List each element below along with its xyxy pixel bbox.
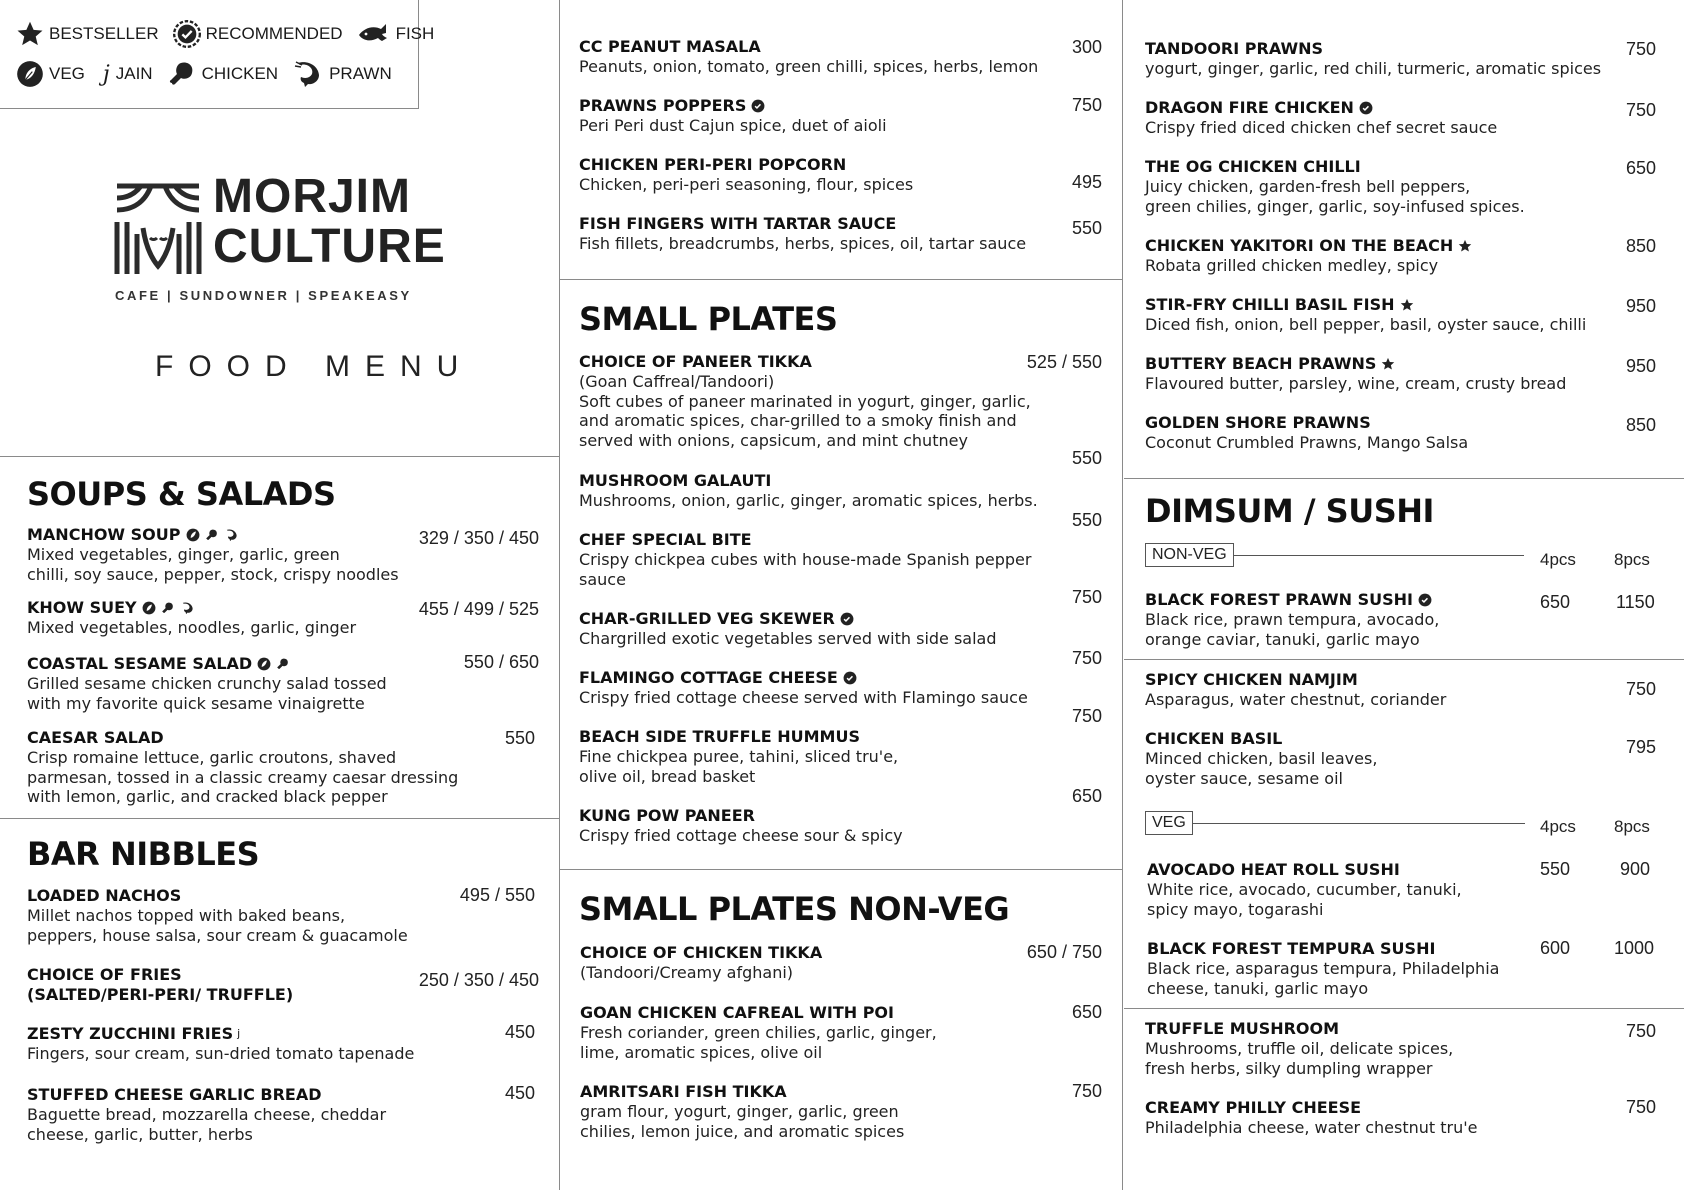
menu-item xyxy=(1145,670,1446,710)
divider xyxy=(560,869,1122,870)
menu-item xyxy=(579,609,997,649)
chicken-icon xyxy=(205,528,219,542)
item-description: Philadelphia cheese, water chestnut tru'e xyxy=(1145,1118,1478,1137)
middle-column xyxy=(560,0,1123,1190)
item-name: FLAMINGO COTTAGE CHEESE xyxy=(579,668,1028,688)
item-price: 495 xyxy=(1071,172,1102,192)
legend-recommended xyxy=(173,20,343,48)
item-name-variants: (SALTED/PERI-PERI/ TRUFFLE) xyxy=(27,985,294,1004)
subheader-rule xyxy=(1193,823,1525,824)
menu-item xyxy=(1145,295,1586,335)
item-price: 329 / 350 / 450 xyxy=(418,528,539,548)
menu-item xyxy=(27,965,293,1005)
item-description: Peri Peri dust Cajun spice, duet of aioli xyxy=(579,116,887,135)
chicken-icon xyxy=(167,60,197,88)
menu-item xyxy=(1145,98,1497,138)
item-description: Crispy fried cottage cheese sour & spicy xyxy=(579,826,903,845)
item-price-4pcs: 650 xyxy=(1540,592,1571,612)
item-name: CAESAR SALAD xyxy=(27,728,164,747)
item-description: Crispy chickpea cubes with house-made Spanish pepper sauce xyxy=(579,550,1032,589)
item-description: Coconut Crumbled Prawns, Mango Salsa xyxy=(1145,433,1469,452)
star-icon xyxy=(1381,357,1395,371)
item-description: Mushrooms, onion, garlic, ginger, aromatic spices, herbs. xyxy=(579,491,1038,510)
legend-label: VEG xyxy=(49,64,85,83)
subheader-veg xyxy=(1145,811,1525,835)
item-name: GOAN CHICKEN CAFREAL WITH POI xyxy=(580,1003,894,1022)
item-name: CHEF SPECIAL BITE xyxy=(579,530,752,549)
divider xyxy=(0,456,559,457)
subheader-non-veg xyxy=(1145,543,1524,567)
legend-chicken xyxy=(167,60,279,88)
item-price: 550 xyxy=(1071,218,1102,238)
column-header-8pcs: 8pcs xyxy=(1614,817,1650,836)
item-name: STUFFED CHEESE GARLIC BREAD xyxy=(27,1085,322,1104)
item-description: gram flour, yogurt, ginger, garlic, green chilies, lemon juice, and aromatic spices xyxy=(580,1102,905,1141)
item-description: Black rice, prawn tempura, avocado, orange caviar, tanuki, garlic mayo xyxy=(1145,610,1440,649)
item-name: DRAGON FIRE CHICKEN xyxy=(1145,98,1497,118)
prawn-icon xyxy=(224,528,239,542)
star-icon xyxy=(1458,239,1472,253)
menu-item xyxy=(27,1024,414,1064)
item-price: 750 xyxy=(1071,706,1102,726)
menu-item xyxy=(579,530,1031,589)
star-icon xyxy=(16,20,44,48)
item-description: Chicken, peri-peri seasoning, flour, spices xyxy=(579,175,914,194)
icon-legend xyxy=(0,0,435,109)
item-description: Asparagus, water chestnut, coriander xyxy=(1145,690,1447,709)
item-description: White rice, avocado, cucumber, tanuki, spicy mayo, togarashi xyxy=(1147,880,1462,919)
prawn-icon xyxy=(180,601,195,615)
item-price: 525 / 550 xyxy=(1026,352,1102,372)
menu-item xyxy=(579,352,1031,450)
item-name: BUTTERY BEACH PRAWNS xyxy=(1145,354,1566,374)
item-price-8pcs: 1000 xyxy=(1614,938,1655,958)
subheader-rule xyxy=(1234,555,1524,556)
item-price: 750 xyxy=(1625,100,1656,120)
subheader-label: VEG xyxy=(1145,811,1193,835)
menu-item xyxy=(27,1085,386,1144)
item-price: 550 / 650 xyxy=(463,652,539,672)
item-name: CC PEANUT MASALA xyxy=(579,37,761,56)
chicken-icon xyxy=(161,601,175,615)
column-header-8pcs: 8pcs xyxy=(1614,550,1650,569)
legend-veg xyxy=(16,60,85,88)
menu-item xyxy=(579,806,903,846)
legend-label: FISH xyxy=(395,24,435,43)
fish-icon xyxy=(357,21,391,47)
menu-item xyxy=(580,1082,904,1141)
star-icon xyxy=(1400,298,1414,312)
item-price: 650 xyxy=(1071,1002,1102,1022)
item-price: 550 xyxy=(1071,510,1102,530)
divider xyxy=(560,279,1122,280)
recommended-icon xyxy=(1359,101,1373,115)
recommended-icon xyxy=(840,612,854,626)
item-price-4pcs: 600 xyxy=(1540,938,1571,958)
menu-item xyxy=(579,155,913,195)
item-description: Fresh coriander, green chilies, garlic, ginger, lime, aromatic spices, olive oil xyxy=(580,1023,937,1062)
item-name: CREAMY PHILLY CHEESE xyxy=(1145,1098,1362,1117)
item-price: 850 xyxy=(1625,415,1656,435)
section-title-small-plates-non-veg: SMALL PLATES NON-VEG xyxy=(579,890,1010,928)
section-title-small-plates: SMALL PLATES xyxy=(579,300,838,338)
divider xyxy=(1124,1008,1684,1009)
menu-item xyxy=(1145,39,1601,79)
menu-item xyxy=(1145,354,1566,394)
menu-item xyxy=(1147,939,1499,998)
column-header-4pcs: 4pcs xyxy=(1540,817,1576,836)
veg-icon xyxy=(257,657,271,671)
brand-face-icon xyxy=(113,178,203,276)
legend-label: BESTSELLER xyxy=(49,24,159,43)
item-price-8pcs: 900 xyxy=(1620,859,1651,879)
brand-name xyxy=(213,172,446,272)
jain-icon: j xyxy=(102,61,110,87)
legend-prawn xyxy=(292,59,392,89)
legend-label: JAIN xyxy=(115,64,153,83)
item-name: MUSHROOM GALAUTI xyxy=(579,471,772,490)
item-name: BLACK FOREST TEMPURA SUSHI xyxy=(1147,939,1436,958)
subheader-label: NON-VEG xyxy=(1145,543,1234,567)
menu-item xyxy=(27,654,387,713)
item-price: 750 xyxy=(1625,39,1656,59)
item-name: GOLDEN SHORE PRAWNS xyxy=(1145,413,1371,432)
item-price-8pcs: 1150 xyxy=(1616,592,1655,612)
menu-item xyxy=(1145,157,1525,216)
item-description: Juicy chicken, garden-fresh bell peppers, green chilies, ginger, garlic, soy-infused spices. xyxy=(1145,177,1525,216)
veg-icon xyxy=(186,528,200,542)
item-price: 750 xyxy=(1625,1021,1656,1041)
legend-fish xyxy=(357,21,435,47)
item-description: Diced fish, onion, bell pepper, basil, oyster sauce, chilli xyxy=(1145,315,1587,334)
item-price: 650 xyxy=(1071,786,1102,806)
item-price: 750 xyxy=(1625,679,1656,699)
item-description: Flavoured butter, parsley, wine, cream, crusty bread xyxy=(1145,374,1567,393)
menu-item xyxy=(1145,1019,1453,1078)
right-column xyxy=(1124,0,1684,1190)
menu-item xyxy=(27,525,399,584)
menu-item xyxy=(1147,860,1462,919)
menu-item xyxy=(579,727,898,786)
item-name: CHICKEN BASIL xyxy=(1145,729,1283,748)
item-name: STIR-FRY CHILLI BASIL FISH xyxy=(1145,295,1586,315)
item-description: (Tandoori/Creamy afghani) xyxy=(580,963,794,982)
item-description: Millet nachos topped with baked beans, peppers, house salsa, sour cream & guacamole xyxy=(27,906,408,945)
brand-tagline: CAFE | SUNDOWNER | SPEAKEASY xyxy=(115,288,412,303)
recommended-icon xyxy=(843,671,857,685)
item-description: Fingers, sour cream, sun-dried tomato tapenade xyxy=(27,1044,415,1063)
item-price: 550 xyxy=(1071,448,1102,468)
item-price: 950 xyxy=(1625,296,1656,316)
item-name: CHICKEN PERI-PERI POPCORN xyxy=(579,155,847,174)
item-description: Mixed vegetables, noodles, garlic, ginger xyxy=(27,618,357,637)
legend-jain xyxy=(99,62,153,87)
item-name: TRUFFLE MUSHROOM xyxy=(1145,1019,1340,1038)
menu-item xyxy=(579,471,1038,511)
menu-item xyxy=(580,1003,937,1062)
left-column xyxy=(0,0,560,1190)
item-description: yogurt, ginger, garlic, red chili, turmeric, aromatic spices xyxy=(1145,59,1602,78)
item-name: CHICKEN YAKITORI ON THE BEACH xyxy=(1145,236,1472,256)
menu-item xyxy=(1145,590,1439,649)
item-name: SPICY CHICKEN NAMJIM xyxy=(1145,670,1358,689)
legend-label: CHICKEN xyxy=(201,64,279,83)
item-description: Mixed vegetables, ginger, garlic, green chilli, soy sauce, pepper, stock, crispy noodles xyxy=(27,545,399,584)
item-price: 750 xyxy=(1625,1097,1656,1117)
item-description: Crispy fried diced chicken chef secret sauce xyxy=(1145,118,1498,137)
item-name: KHOW SUEY xyxy=(27,598,356,618)
jain-icon: j xyxy=(237,1027,241,1040)
section-title-dimsum-sushi: DIMSUM / SUSHI xyxy=(1145,492,1434,530)
item-description: Robata grilled chicken medley, spicy xyxy=(1145,256,1439,275)
chicken-icon xyxy=(276,657,290,671)
prawn-icon xyxy=(292,59,324,89)
veg-icon xyxy=(16,60,44,88)
item-description: Black rice, asparagus tempura, Philadelphia cheese, tanuki, garlic mayo xyxy=(1147,959,1500,998)
item-name: THE OG CHICKEN CHILLI xyxy=(1145,157,1361,176)
item-name: CHAR-GRILLED VEG SKEWER xyxy=(579,609,997,629)
legend-bestseller xyxy=(16,20,159,48)
item-price: 300 xyxy=(1071,37,1102,57)
menu-item xyxy=(27,598,356,638)
item-price: 795 xyxy=(1625,737,1656,757)
item-price-4pcs: 550 xyxy=(1540,859,1571,879)
item-name: AVOCADO HEAT ROLL SUSHI xyxy=(1147,860,1400,879)
menu-item xyxy=(579,214,1026,254)
item-price: 455 / 499 / 525 xyxy=(418,599,539,619)
page-title: FOOD MENU xyxy=(155,350,474,383)
menu-item xyxy=(27,728,458,807)
item-name: KUNG POW PANEER xyxy=(579,806,755,825)
item-description: (Goan Caffreal/Tandoori) Soft cubes of paneer marinated in yogurt, ginger, garlic, and aromatic spices, char-grilled to a smoky finish and served with onions, capsicum, and mint chutney xyxy=(579,372,1031,450)
legend-row xyxy=(16,59,406,89)
item-price: 950 xyxy=(1625,356,1656,376)
item-name: CHOICE OF FRIES xyxy=(27,965,182,984)
legend-label: RECOMMENDED xyxy=(205,24,343,43)
column-header-4pcs: 4pcs xyxy=(1540,550,1576,569)
menu-item xyxy=(27,886,408,945)
item-name: FISH FINGERS WITH TARTAR SAUCE xyxy=(579,214,897,233)
item-price: 850 xyxy=(1625,236,1656,256)
item-description: Peanuts, onion, tomato, green chilli, spices, herbs, lemon xyxy=(579,57,1039,76)
recommended-icon xyxy=(173,20,201,48)
item-description: Chargrilled exotic vegetables served with side salad xyxy=(579,629,997,648)
item-description: Baguette bread, mozzarella cheese, cheddar cheese, garlic, butter, herbs xyxy=(27,1105,387,1144)
recommended-icon xyxy=(751,99,765,113)
divider xyxy=(1124,659,1684,660)
item-price: 750 xyxy=(1071,587,1102,607)
brand-line-2: CULTURE xyxy=(213,220,446,273)
item-price: 450 xyxy=(504,1083,535,1103)
menu-item xyxy=(579,96,887,136)
item-price: 750 xyxy=(1071,95,1102,115)
item-description: Fish fillets, breadcrumbs, herbs, spices, oil, tartar sauce xyxy=(579,234,1027,253)
item-description: Fine chickpea puree, tahini, sliced tru'e, olive oil, bread basket xyxy=(579,747,899,786)
item-price: 650 xyxy=(1625,158,1656,178)
menu-item xyxy=(1145,1098,1477,1138)
item-description: Crisp romaine lettuce, garlic croutons, shaved parmesan, tossed in a classic creamy caesar dressing with lemon, garlic, and cracked black pepper xyxy=(27,748,459,806)
item-name: PRAWNS POPPERS xyxy=(579,96,887,116)
item-name: ZESTY ZUCCHINI FRIES j xyxy=(27,1024,241,1043)
item-price: 250 / 350 / 450 xyxy=(418,970,539,990)
item-name: BEACH SIDE TRUFFLE HUMMUS xyxy=(579,727,860,746)
item-price: 650 / 750 xyxy=(1026,942,1102,962)
item-price: 750 xyxy=(1071,1081,1102,1101)
item-description: Grilled sesame chicken crunchy salad tossed with my favorite quick sesame vinaigrette xyxy=(27,674,387,713)
item-price: 450 xyxy=(504,1022,535,1042)
item-price: 495 / 550 xyxy=(459,885,535,905)
divider xyxy=(0,818,559,819)
brand-line-1: MORJIM xyxy=(213,170,411,223)
item-name: BLACK FOREST PRAWN SUSHI xyxy=(1145,590,1439,610)
legend-label: PRAWN xyxy=(329,64,392,83)
item-description: Minced chicken, basil leaves, oyster sauce, sesame oil xyxy=(1145,749,1378,788)
item-name: COASTAL SESAME SALAD xyxy=(27,654,387,674)
recommended-icon xyxy=(1418,593,1432,607)
menu-item xyxy=(1145,236,1472,276)
item-name: TANDOORI PRAWNS xyxy=(1145,39,1324,58)
item-name: AMRITSARI FISH TIKKA xyxy=(580,1082,787,1101)
item-description: Mushrooms, truffle oil, delicate spices, fresh herbs, silky dumpling wrapper xyxy=(1145,1039,1454,1078)
divider xyxy=(1124,478,1684,479)
section-title-soups: SOUPS & SALADS xyxy=(27,475,336,513)
item-name: CHOICE OF CHICKEN TIKKA xyxy=(580,943,823,962)
veg-icon xyxy=(142,601,156,615)
menu-item xyxy=(1145,413,1468,453)
item-price: 550 xyxy=(504,728,535,748)
item-name: LOADED NACHOS xyxy=(27,886,182,905)
item-description: Crispy fried cottage cheese served with Flamingo sauce xyxy=(579,688,1028,707)
menu-item xyxy=(579,668,1028,708)
item-name: CHOICE OF PANEER TIKKA xyxy=(579,352,812,371)
section-title-bar-nibbles: BAR NIBBLES xyxy=(27,835,260,873)
legend-row xyxy=(16,20,448,48)
menu-item xyxy=(579,37,1038,77)
item-price: 750 xyxy=(1071,648,1102,668)
menu-item xyxy=(580,943,822,983)
item-name: MANCHOW SOUP xyxy=(27,525,399,545)
menu-item xyxy=(1145,729,1377,788)
